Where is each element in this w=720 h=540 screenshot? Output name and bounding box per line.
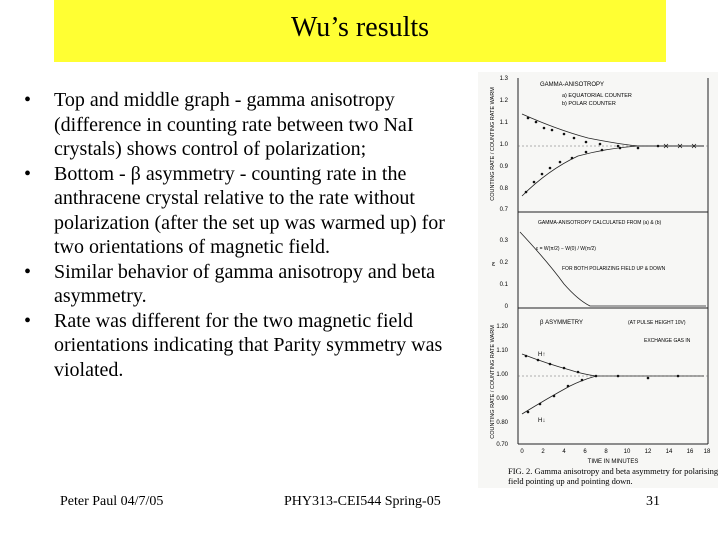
bullet-list — [24, 88, 454, 382]
bullet-text: Similar behavior of gamma anisotropy and beta asymmetry. — [54, 260, 436, 307]
bullet-text: Top and middle graph - gamma anisotropy (difference in counting rate between two NaI crystals) shows control of polarization; — [54, 89, 414, 160]
bullet-mark: • — [24, 309, 32, 332]
ytick-label: 1.3 — [499, 76, 508, 82]
figure-background — [478, 72, 718, 488]
bullet-mark: • — [24, 162, 32, 185]
bullet-item — [24, 88, 454, 162]
title-bar — [54, 0, 666, 62]
ytick-label: 0.9 — [499, 164, 508, 170]
ytick-label: 1.00 — [496, 372, 508, 378]
ytick-label: 0.80 — [496, 420, 508, 426]
ytick-label: 0.2 — [499, 260, 508, 266]
xtick-label: 16 — [686, 449, 694, 455]
formula: ε = W(π/2) − W(0) / W(π/2) — [536, 246, 596, 252]
ytick-label: 1.20 — [496, 324, 508, 330]
bullet-mark: • — [24, 260, 32, 283]
xtick-label: 0 — [520, 449, 524, 455]
xtick-label: 8 — [604, 449, 608, 455]
xtick-label: 2 — [541, 449, 545, 455]
panel-note: FOR BOTH POLARIZING FIELD UP & DOWN — [562, 266, 666, 272]
x-axis-label: TIME IN MINUTES — [587, 459, 639, 465]
bullet-item — [24, 309, 454, 383]
ytick-label: 0 — [504, 304, 508, 310]
legend-label: a) EQUATORIAL COUNTER — [562, 93, 632, 99]
xtick-label: 14 — [665, 449, 673, 455]
ytick-label: 1.2 — [499, 98, 508, 104]
panel-note: (AT PULSE HEIGHT 10V) — [628, 320, 686, 326]
legend-label: b) POLAR COUNTER — [562, 101, 616, 107]
footer-course: PHY313-CEI544 Spring-05 — [284, 494, 441, 509]
bullet-text: Rate was different for the two magnetic field orientations indicating that Parity symmetry was violated. — [54, 309, 443, 381]
panel-heading: GAMMA-ANISOTROPY — [540, 82, 605, 88]
slide-title: Wu’s results — [290, 12, 430, 43]
xtick-label: 4 — [562, 449, 566, 455]
panel-heading: GAMMA-ANISOTROPY CALCULATED FROM (a) & (b) — [538, 220, 662, 226]
ytick-label: 0.3 — [499, 238, 508, 244]
ytick-label: 1.0 — [499, 142, 508, 148]
panel-note: EXCHANGE GAS IN — [644, 338, 691, 344]
ytick-label: 0.7 — [499, 207, 508, 213]
footer-author-date: Peter Paul 04/7/05 — [60, 494, 164, 509]
xtick-label: 18 — [703, 449, 711, 455]
bullet-mark: • — [24, 89, 32, 111]
series-label: H↑ — [538, 352, 546, 358]
ytick-label: 1.1 — [499, 120, 508, 126]
bullet-item — [24, 260, 454, 309]
bullet-text: Bottom - β asymmetry - counting rate in the anthracene crystal relative to the rate without polarization (after the set up was warmed up) for two orientations of magnetic field. — [54, 162, 445, 258]
ytick-label: 1.10 — [496, 348, 508, 354]
y-axis-label: ε — [492, 261, 496, 268]
xtick-label: 6 — [583, 449, 587, 455]
page-number: 31 — [646, 494, 660, 509]
xtick-label: 12 — [644, 449, 652, 455]
y-axis-label: COUNTING RATE / COUNTING RATE WARM — [490, 325, 496, 439]
ytick-label: 0.1 — [499, 282, 508, 288]
bullet-item — [24, 162, 454, 260]
figure-caption: FIG. 2. Gamma anisotropy and beta asymmetry for polarising field pointing up and pointing down. — [508, 466, 719, 486]
xtick-label: 10 — [623, 449, 631, 455]
panel-heading: β ASYMMETRY — [540, 320, 584, 326]
series-label: H↓ — [538, 418, 546, 424]
ytick-label: 0.8 — [499, 186, 508, 192]
y-axis-label: COUNTING RATE / COUNTING RATE WARM — [490, 87, 496, 201]
ytick-label: 0.70 — [496, 442, 508, 448]
scanned-figure — [478, 72, 718, 488]
ytick-label: 0.90 — [496, 396, 508, 402]
